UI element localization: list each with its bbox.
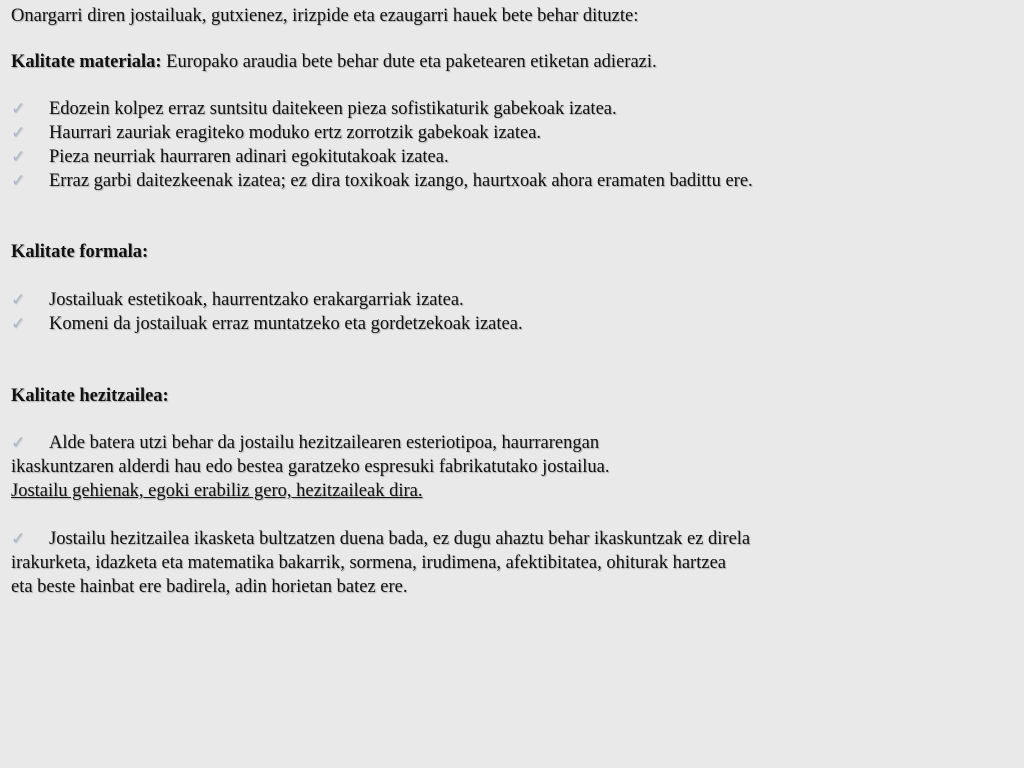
check-icon: ✓ <box>11 433 26 453</box>
hezitzailea-heading: Kalitate hezitzailea: <box>11 386 169 406</box>
formala-item: Jostailuak estetikoak, haurrentzako erakargarriak izatea. <box>49 290 464 310</box>
check-icon: ✓ <box>11 171 26 191</box>
materiala-item: Haurrari zauriak eragiteko moduko ertz zorrotzik gabekoak izatea. <box>49 123 542 143</box>
materiala-item: Edozein kolpez erraz suntsitu daitekeen pieza sofistikaturik gabekoak izatea. <box>49 99 617 119</box>
materiala-heading: Kalitate materiala: <box>11 52 162 72</box>
check-icon: ✓ <box>11 290 26 310</box>
hezitzailea-item1-line: ikaskuntzaren alderdi hau edo bestea garatzeko espresuki fabrikatutako jostailua. <box>11 457 610 477</box>
formala-heading: Kalitate formala: <box>11 242 149 262</box>
materiala-text: Europako araudia bete behar dute eta paketearen etiketan adierazi. <box>161 52 657 72</box>
hezitzailea-item2-line: irakurketa, idazketa eta matematika bakarrik, sormena, irudimena, afektibitatea, ohiturak hartzea <box>11 553 726 573</box>
hezitzailea-item2-line: Jostailu hezitzailea ikasketa bultzatzen duena bada, ez dugu ahaztu behar ikaskuntzak ez direla <box>49 529 751 549</box>
check-icon: ✓ <box>11 314 26 334</box>
check-icon: ✓ <box>11 529 26 549</box>
hezitzailea-item1-line: Alde batera utzi behar da jostailu hezitzailearen esteriotipoa, haurrarengan <box>49 433 600 453</box>
materiala-item: Erraz garbi daitezkeenak izatea; ez dira toxikoak izango, haurtxoak ahora eramaten badittu ere. <box>49 171 753 191</box>
hezitzailea-item2-line: eta beste hainbat ere badirela, adin horietan batez ere. <box>11 577 408 597</box>
materiala-item: Pieza neurriak haurraren adinari egokitutakoak izatea. <box>49 147 449 167</box>
check-icon: ✓ <box>11 147 26 167</box>
hezitzailea-item1-line: Jostailu gehienak, egoki erabiliz gero, hezitzaileak dira. <box>11 481 423 501</box>
check-icon: ✓ <box>11 99 26 119</box>
materiala-paragraph <box>11 50 657 74</box>
formala-item: Komeni da jostailuak erraz muntatzeko eta gordetzekoak izatea. <box>49 314 523 334</box>
intro-text: Onargarri diren jostailuak, gutxienez, irizpide eta ezaugarri hauek bete behar dituzte: <box>11 6 639 26</box>
check-icon: ✓ <box>11 123 26 143</box>
